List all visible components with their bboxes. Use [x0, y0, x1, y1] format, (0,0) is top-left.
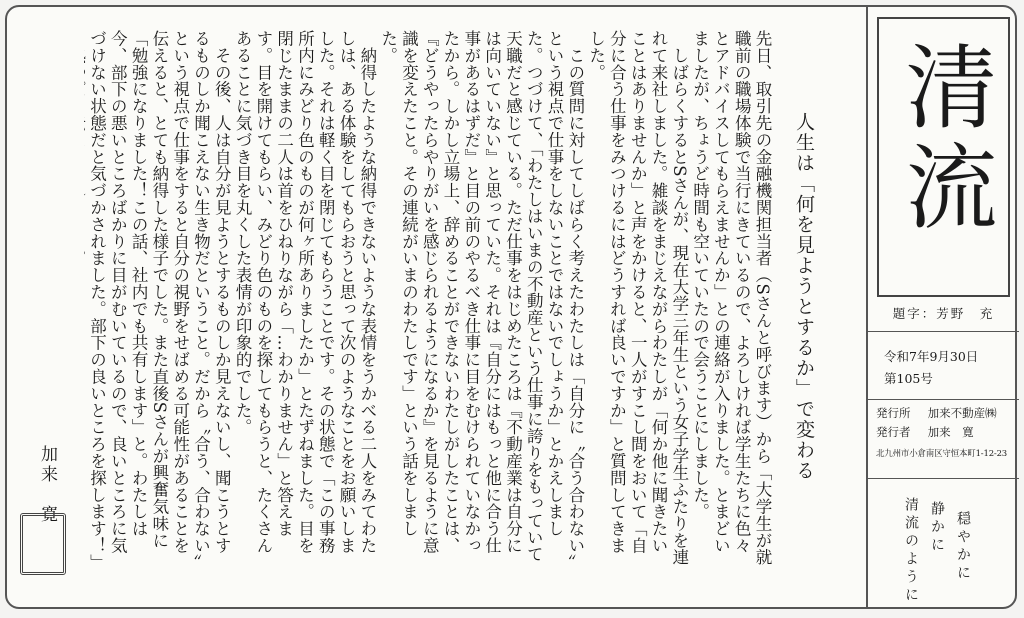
motto-line: 清流のように	[903, 497, 919, 605]
issuer-row	[876, 404, 1019, 423]
editor-row	[876, 423, 1019, 442]
motto-block	[868, 478, 1019, 608]
editor-label: 発行者	[876, 425, 911, 439]
author-name: 加来 寛	[37, 445, 57, 525]
issue-info	[868, 331, 1019, 399]
editor-name: 加来 寛	[927, 425, 974, 439]
masthead-box	[877, 17, 1010, 297]
article-headline: 人生は「何を見ようとするか」で変わる	[793, 112, 815, 481]
article-body: 先日、取引先の金融機関担当者（Sさんと呼びます）から「大学生が就職前の職場体験で当行にきているので、よろしければ学生たちに色々とアドバイスしてもらえませんか」との連絡が入りました。とまどいましたが、ちょうど時間も空いていたので会うことにしました。 しばらくするとSさんが、現在大学三年生という女子学生ふたりを連れて来社しました。雑談をまじえながらわたしが「何か他に聞きたいことはありませんか」と声をかけると、一人がすこし間をおいて「自分に合う仕事をみつけるにはどうすれば良いですか」と質問してきました。 この質問に対してしばらく考えたわたしは「自分に〝合う合わない〟という視点で仕事をしないことではないでしょうか」とかえしました。つづけて、「わたしはいまの不動産という仕事に誇りをもっていて天職だと感じている。ただ仕事をはじめたころは『不動産業は自分には向いていない』と思っていた。それは『自分にはもっと他に合う仕事があるはずだ』と目の前のやるべき仕事に目をむけられていなかったから。しかし立場上、辞めることができないわたしがしたことは、『どうやったらやりがいを感じられるようになるか』を見るように意識を変えたこと。その連続がいまのわたしです」という話をしました。 納得したような納得できないような表情をうかべる二人をみてわたしは、ある体験をしてもらおうと思って次のようなことをお願いしました。それは軽く目を閉じてもらうことです。その状態で「この事務所内にみどり色のものが何ヶ所ありましたか」とたずねました。目を閉じたままの二人は首をひねりながら「…わかりません」と答えます。目を開けてもらい、みどり色のものを探してもらうと、たくさんあることに気づき目を丸くした表情が印象的でした。 その後、人は自分が見ようとするものしか見えないし、聞こうとするものしか聞こえない生き物だということ。だから〝合う、合わない〟という視点で仕事をすると自分の視野をせばめる可能性があることを伝えると、とても納得した様子でした。また直後Sさんが興奮気味に「勉強になりました！この話、社内でも共有します」と。わたしは今、部下の悪いところばかりに目がむいているので、良いところに気づけない状態だと気づかされました。部下の良いところを探します！」	[87, 30, 772, 566]
issue-number: 第105号	[884, 371, 933, 386]
motto-text	[898, 497, 976, 605]
masthead-title: 清流	[890, 39, 998, 239]
author-seal-stamp	[20, 513, 66, 575]
publisher-address: 北九州市小倉南区守恒本町1-12-23	[876, 449, 1007, 459]
motto-line: 静かに	[929, 501, 945, 555]
issuer-label: 発行所	[876, 406, 911, 420]
publisher-info	[868, 399, 1019, 465]
motto-line: 穏やかに	[955, 511, 971, 583]
issue-date: 令和7年9月30日	[884, 349, 979, 364]
issuer-name: 加来不動産㈱	[927, 406, 997, 420]
calligraphy-caption: 題字：芳野 充	[892, 306, 995, 321]
